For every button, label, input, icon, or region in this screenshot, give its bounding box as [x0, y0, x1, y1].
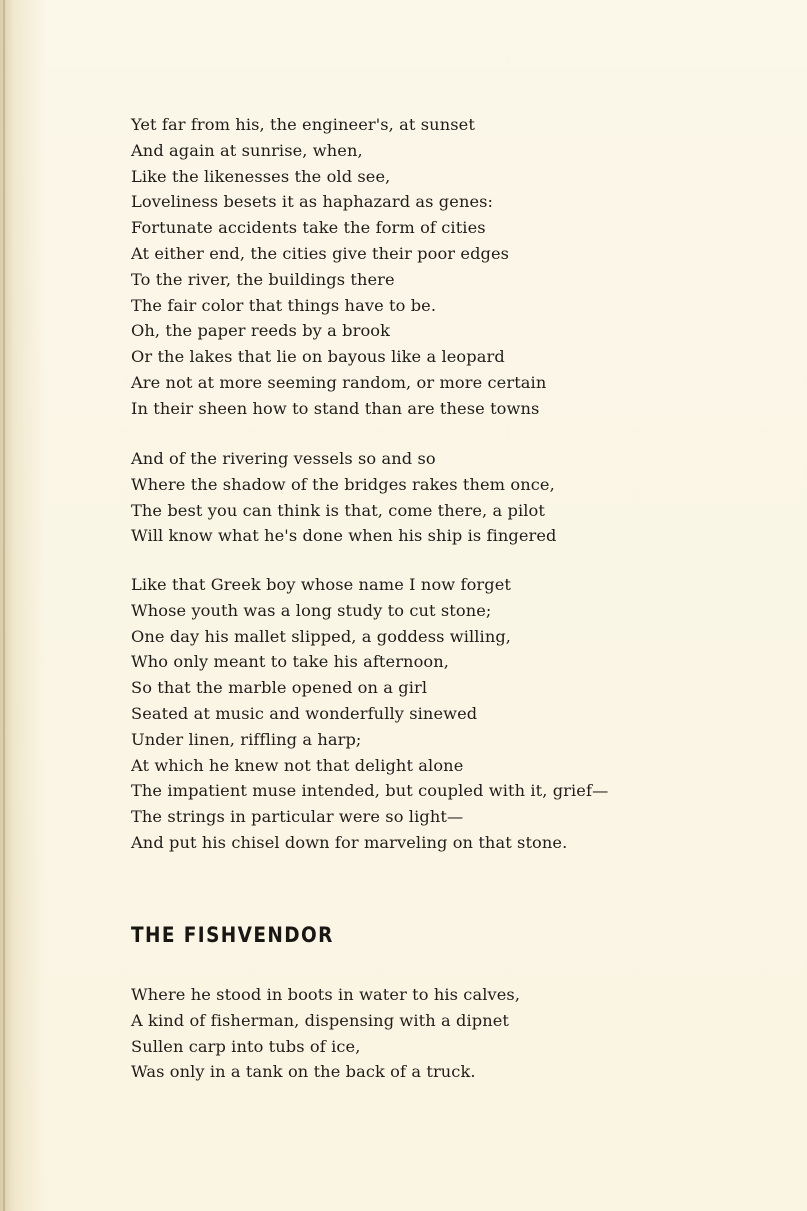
poem-line: Are not at more seeming random, or more certain	[131, 372, 547, 392]
poem-line: Sullen carp into tubs of ice,	[131, 1036, 361, 1056]
poem-line: So that the marble opened on a girl	[131, 678, 428, 698]
poem-line: Loveliness besets it as haphazard as genes:	[131, 192, 494, 212]
poem-line: Where he stood in boots in water to his calves,	[131, 985, 521, 1004]
poem-line: Like the likenesses the old see,	[131, 166, 391, 186]
poem-line: Like that Greek boy whose name I now forget	[131, 575, 512, 594]
poem-line: Fortunate accidents take the form of cities	[131, 218, 486, 238]
poem-line: And of the rivering vessels so and so	[131, 449, 436, 468]
poem-line: The fair color that things have to be.	[131, 295, 437, 315]
poem-line: Under linen, riffling a harp;	[131, 729, 362, 749]
poem-line: The impatient muse intended, but coupled with it, grief—	[131, 781, 609, 801]
poem-line: To the river, the buildings there	[131, 269, 395, 289]
poem-line: A kind of fisherman, dispensing with a dipnet	[131, 1010, 510, 1030]
stanza-3	[131, 572, 608, 856]
poem-line: One day his mallet slipped, a goddess willing,	[131, 626, 512, 646]
poem-line: Or the lakes that lie on bayous like a leopard	[131, 347, 505, 367]
stanza-1	[131, 112, 546, 422]
poem-line: The strings in particular were so light—	[131, 807, 464, 827]
poem-title: THE FISHVENDOR	[131, 923, 334, 947]
poem-line: Who only meant to take his afternoon,	[131, 652, 450, 672]
poem-line: The best you can think is that, come there, a pilot	[131, 500, 545, 520]
stanza-2	[131, 446, 557, 549]
poem-line: At which he knew not that delight alone	[131, 755, 464, 775]
poem-line: Where the shadow of the bridges rakes them once,	[131, 474, 555, 494]
poem-line: Yet far from his, the engineer's, at sunset	[131, 115, 475, 134]
poem-line: And again at sunrise, when,	[131, 140, 363, 160]
poem-line: And put his chisel down for marveling on that stone.	[131, 832, 568, 852]
binding-gutter	[3, 0, 5, 1211]
poem-line: Oh, the paper reeds by a brook	[131, 321, 391, 341]
poem-line: Will know what he's done when his ship is fingered	[131, 526, 557, 546]
poem-line: At either end, the cities give their poor edges	[131, 243, 510, 263]
poem-line: Seated at music and wonderfully sinewed	[131, 703, 478, 723]
poem-line: Whose youth was a long study to cut stone;	[131, 600, 492, 620]
poem-line: In their sheen how to stand than are these towns	[131, 398, 540, 418]
fishvendor-stanza	[131, 982, 520, 1085]
poem-line: Was only in a tank on the back of a truck.	[131, 1062, 476, 1082]
